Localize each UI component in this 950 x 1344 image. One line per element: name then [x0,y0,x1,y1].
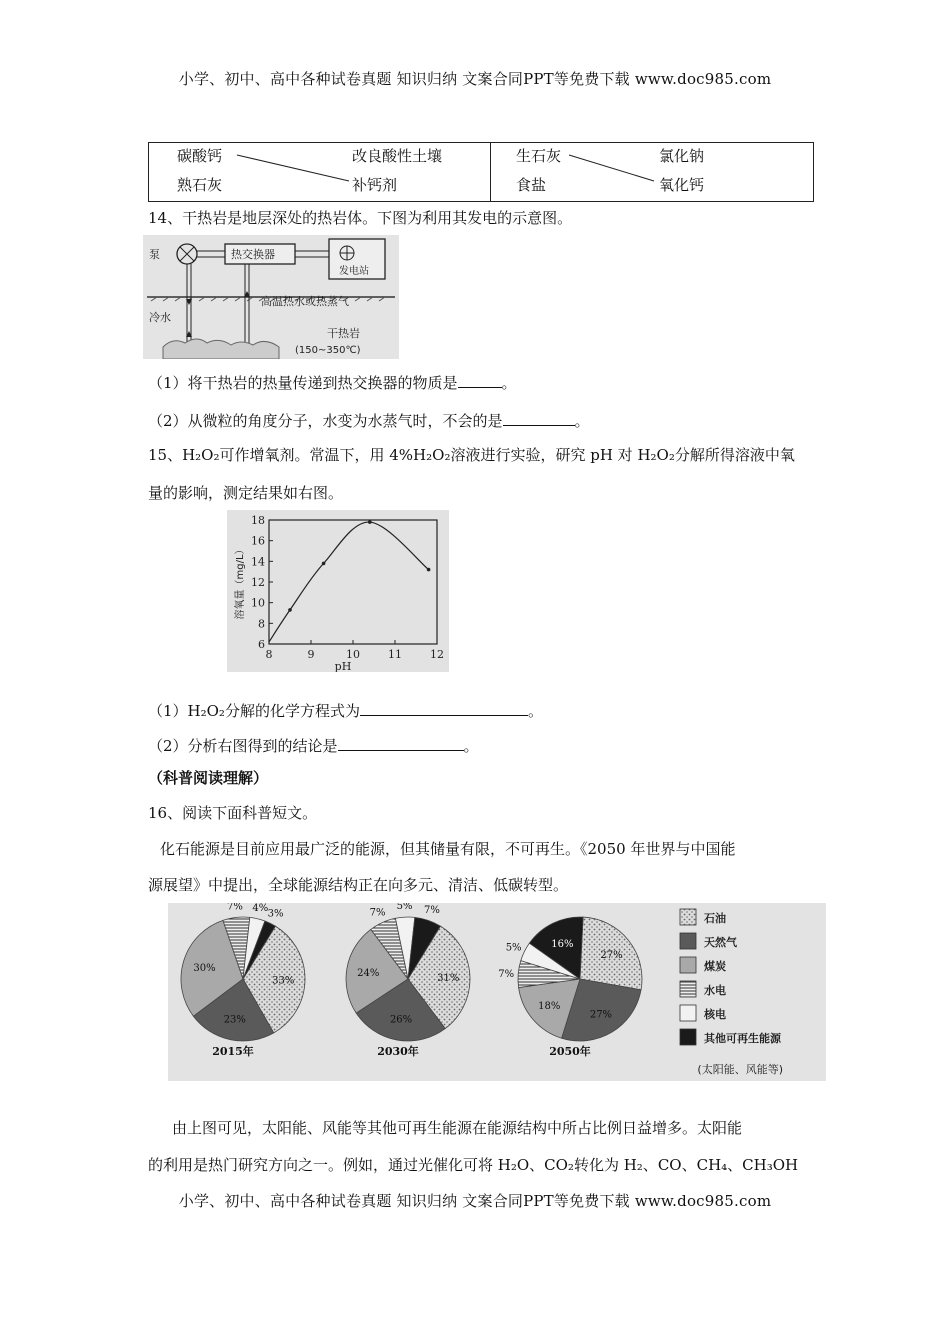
pie-slice-label: 7% [369,907,386,919]
q14-answer2-blank[interactable] [503,411,575,426]
match-left-b2: 补钙剂 [352,176,398,194]
q16-p1b: 源展望》中提出，全球能源结构正在向多元、清洁、低碳转型。 [148,876,569,894]
q16-p1a: 化石能源是目前应用最广泛的能源，但其储量有限，不可再生。《2050 年世界与中国能 [160,840,736,858]
x-axis-label: pH [334,660,352,672]
match-right-b1: 氯化钠 [659,147,705,165]
pie-slice-label: 33% [272,975,295,987]
y-axis-label: 溶氧量（mg/L） [235,544,246,620]
match-right-b2: 氧化钙 [659,176,705,194]
pie-slice-label: 30% [193,963,216,975]
station-label: 发电站 [339,266,369,277]
geothermal-diagram [143,235,399,359]
pie-slice-label: 5% [396,903,413,913]
page-header: 小学、初中、高中各种试卷真题 知识归纳 文案合同PPT等免费下载 www.doc985.com [178,70,772,88]
legend-swatch [680,933,696,949]
match-left-b1: 改良酸性土壤 [352,147,443,165]
hot-water-label: 高温热水或热蒸气 [261,295,349,308]
q14-sub1-text: （1）将干热岩的热量传递到热交换器的物质是 [148,374,458,392]
pie-slice-label: 5% [505,942,522,954]
match-lines [149,143,813,201]
q15-sub1 [148,700,543,721]
y-tick-label: 12 [251,576,265,589]
q15-sub2 [148,735,479,756]
pie-slice-label: 31% [437,973,460,985]
data-point [427,568,431,572]
legend-note: (太阳能、风能等) [697,1063,783,1076]
pie-slice-label: 7% [424,904,440,916]
pie-slice-label: 27% [589,1009,613,1021]
pie-year-label: 2050年 [549,1045,591,1058]
y-tick-label: 8 [258,617,265,631]
pie-year-label: 2015年 [212,1045,254,1058]
match-right-a1: 生石灰 [516,147,562,165]
q14-sub1 [148,372,517,393]
data-point [368,520,372,524]
pie-slice-label: 16% [551,938,574,950]
x-tick-label: 11 [388,648,402,661]
q15-sub1-text: （1）H₂O₂分解的化学方程式为 [148,702,360,720]
q15-sub2-text: （2）分析右图得到的结论是 [148,737,338,755]
oxygen-ph-chart [227,510,449,672]
section-title: （科普阅读理解） [148,769,269,787]
y-tick-label: 18 [251,514,265,527]
legend-label: 其他可再生能源 [704,1032,781,1045]
legend-swatch [680,981,696,997]
rock-temp-label: (150~350℃) [295,345,361,356]
pie-slice-label: 27% [600,949,623,961]
q15-stem2: 量的影响，测定结果如右图。 [148,484,344,502]
page-footer: 小学、初中、高中各种试卷真题 知识归纳 文案合同PPT等免费下载 www.doc985.com [178,1192,772,1210]
pie-slice-label: 3% [267,908,284,920]
legend-label: 石油 [704,912,726,925]
q15-answer1-blank[interactable] [360,701,528,716]
legend-label: 煤炭 [704,960,726,973]
y-tick-label: 14 [251,555,265,569]
legend-swatch [680,957,696,973]
q16-p2b: 的利用是热门研究方向之一。例如，通过光催化可将 H₂O、CO₂转化为 H₂、CO、CH₄、CH₃OH [148,1156,799,1174]
legend-swatch [680,909,696,925]
pie-slice-label: 23% [223,1014,246,1026]
rock-label: 干热岩 [327,327,360,340]
exchanger-label: 热交换器 [231,248,275,261]
q14-answer1-blank[interactable] [458,373,502,388]
q15-sub2-end: 。 [463,737,479,755]
x-tick-label: 12 [430,648,444,661]
pie-slice-label: 26% [389,1014,413,1026]
match-left-a1: 碳酸钙 [177,147,223,165]
x-tick-label: 8 [265,648,273,661]
q15-stem1: 15、H₂O₂可作增氧剂。常温下，用 4%H₂O₂溶液进行实验，研究 pH 对 H₂O₂分解所得溶液中氧 [148,446,795,464]
energy-structure-figure [168,903,826,1081]
matching-table [148,142,814,202]
q14-stem: 14、干热岩是地层深处的热岩体。下图为利用其发电的示意图。 [148,209,573,227]
q16-stem: 16、阅读下面科普短文。 [148,804,318,822]
q14-sub2-text: （2）从微粒的角度分子，水变为水蒸气时，不会的是 [148,412,503,430]
q14-sub2-end: 。 [574,412,590,430]
y-tick-label: 10 [251,596,265,610]
data-point [322,562,326,566]
pie-slice-label: 7% [498,968,515,980]
legend-label: 水电 [704,984,726,997]
pie-slice-label: 24% [357,968,380,980]
legend-label: 天然气 [704,936,737,949]
pie-slice-label: 4% [252,903,269,915]
x-tick-label: 10 [346,648,360,661]
q14-sub2 [148,410,590,431]
q14-sub1-end: 。 [501,374,517,392]
legend-swatch [680,1005,696,1021]
pump-label: 泵 [149,248,160,261]
y-tick-label: 16 [251,534,265,548]
q15-sub1-end: 。 [527,702,543,720]
legend-swatch [680,1029,696,1045]
q15-answer2-blank[interactable] [338,736,464,751]
match-left-a2: 熟石灰 [177,176,223,194]
pie-slice-label: 7% [226,903,243,913]
pie-year-label: 2030年 [377,1045,419,1058]
legend-label: 核电 [704,1008,726,1021]
q16-p2a: 由上图可见，太阳能、风能等其他可再生能源在能源结构中所占比例日益增多。太阳能 [172,1119,743,1137]
data-point [288,608,292,612]
cold-water-label: 冷水 [149,311,171,324]
pie-slice-label: 18% [538,1001,561,1013]
match-right-a2: 食盐 [516,176,547,194]
y-tick-label: 6 [258,638,265,651]
x-tick-label: 9 [307,648,315,661]
